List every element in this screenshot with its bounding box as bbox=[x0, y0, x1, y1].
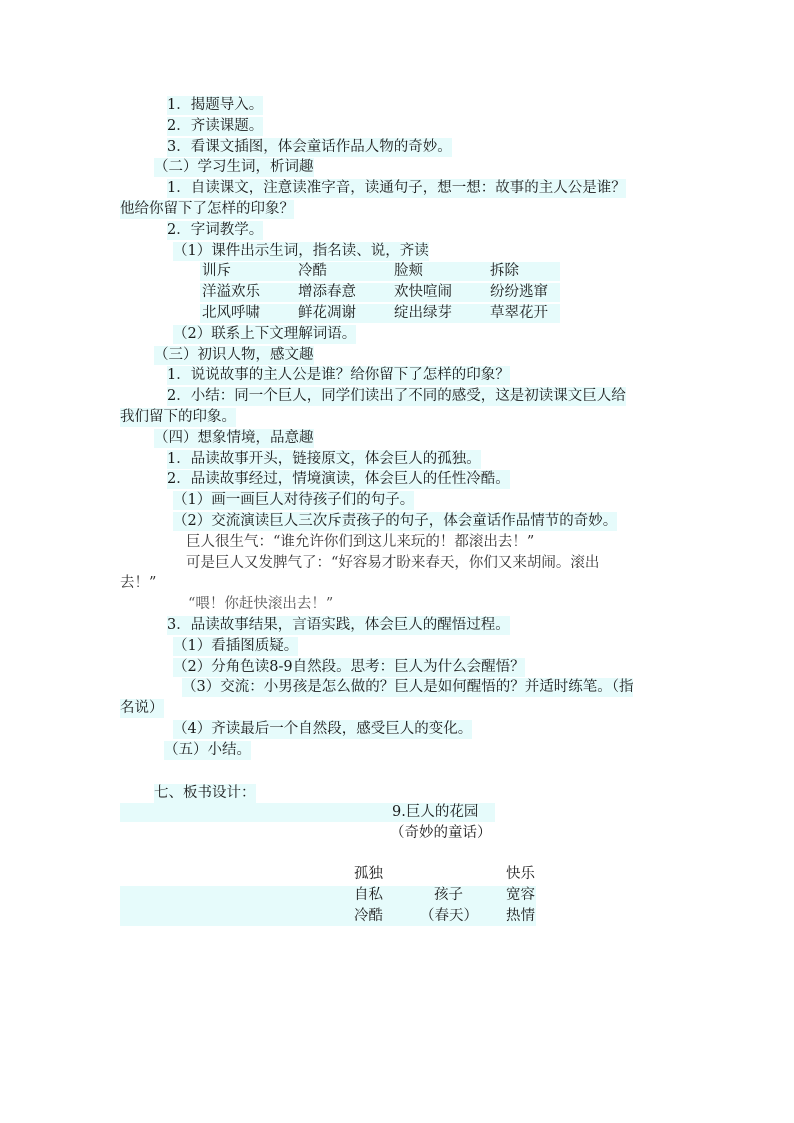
substep-line: （1）画一画巨人对待孩子们的句子。 bbox=[173, 492, 415, 509]
board-middle-word: 孩子 bbox=[434, 887, 463, 904]
vocab-word: 训斥 bbox=[202, 263, 231, 280]
section-heading: （二）学习生词，析词趣 bbox=[154, 159, 314, 176]
board-left-word: 自私 bbox=[354, 887, 383, 904]
step-line: 2．齐读课题。 bbox=[167, 117, 264, 134]
quote-line: 可是巨人又发脾气了：“好容易才盼来春天，你们又来胡闹。滚出 bbox=[186, 554, 600, 571]
vocab-word: 洋溢欢乐 bbox=[202, 284, 260, 301]
vocab-word: 北风呼啸 bbox=[202, 304, 260, 321]
vocab-word: 欢快喧闹 bbox=[394, 284, 452, 301]
substep-line: （4）齐读最后一个自然段，感受巨人的变化。 bbox=[173, 720, 473, 737]
board-left-word: 孤独 bbox=[354, 866, 383, 883]
substep-line: （1）课件出示生词，指名读、说，齐读 bbox=[173, 242, 429, 259]
vocab-word: 冷酷 bbox=[298, 263, 327, 280]
quote-line: “喂！你赶快滚出去！” bbox=[188, 596, 334, 613]
board-right-word: 快乐 bbox=[506, 866, 535, 883]
board-title: 9.巨人的花园 bbox=[392, 804, 479, 821]
substep-line: （3）交流：小男孩是怎么做的？巨人是如何醒悟的？并适时练笔。（指 bbox=[182, 679, 634, 696]
vocab-word: 脸颊 bbox=[394, 263, 423, 280]
vocab-word: 草翠花开 bbox=[490, 304, 548, 321]
section-heading: （五）小结。 bbox=[164, 741, 251, 758]
quote-line: 巨人很生气：“谁允许你们到这儿来玩的！都滚出去！” bbox=[186, 533, 535, 550]
board-design bbox=[120, 803, 675, 927]
step-line: 1．自读课文，注意读准字音，读通句子，想一想：故事的主人公是谁？ bbox=[167, 180, 626, 197]
step-line-cont: 我们留下的印象。 bbox=[120, 408, 236, 425]
step-line: 1．揭题导入。 bbox=[167, 97, 264, 113]
step-line-cont: 他给你留下了怎样的印象？ bbox=[120, 200, 294, 217]
substep-line-cont: 名说） bbox=[120, 700, 164, 717]
step-line: 2．小结：同一个巨人，同学们读出了不同的感受，这是初读课文巨人给 bbox=[167, 388, 626, 405]
section-heading: （三）初识人物，感文趣 bbox=[154, 346, 314, 363]
section-heading: （四）想象情境，品意趣 bbox=[154, 429, 314, 446]
board-right-word: 宽容 bbox=[506, 887, 535, 904]
substep-line: （2）分角色读8-9自然段。思考：巨人为什么会醒悟？ bbox=[173, 658, 525, 675]
substep-line: （2）交流演读巨人三次斥责孩子的句子，体会童话作品情节的奇妙。 bbox=[173, 512, 618, 529]
section-heading: 七、板书设计： bbox=[154, 784, 256, 801]
step-line: 1．说说故事的主人公是谁？给你留下了怎样的印象？ bbox=[167, 367, 510, 384]
board-right-word: 热情 bbox=[506, 908, 535, 925]
board-subtitle: （奇妙的童话） bbox=[390, 825, 492, 842]
step-line: 2．字词教学。 bbox=[167, 221, 264, 238]
board-left-word: 冷酷 bbox=[354, 908, 383, 925]
quote-line-cont: 去！” bbox=[120, 575, 157, 592]
vocab-word: 鲜花凋谢 bbox=[298, 304, 356, 321]
vocab-word: 拆除 bbox=[490, 263, 519, 280]
substep-line: （1）看插图质疑。 bbox=[173, 637, 299, 654]
vocab-row bbox=[120, 303, 675, 324]
substep-line: （2）联系上下文理解词语。 bbox=[173, 325, 357, 342]
vocab-word: 增添春意 bbox=[298, 284, 356, 301]
vocab-word: 纷纷逃窜 bbox=[490, 284, 548, 301]
board-middle-word: （春天） bbox=[420, 908, 478, 925]
step-line: 1．品读故事开头，链接原文，体会巨人的孤独。 bbox=[167, 450, 481, 467]
step-line: 2．品读故事经过，情境演读，体会巨人的任性冷酷。 bbox=[167, 471, 510, 488]
vocab-row bbox=[120, 282, 675, 303]
vocab-row bbox=[120, 261, 675, 282]
step-line: 3．品读故事结果，言语实践，体会巨人的醒悟过程。 bbox=[167, 616, 510, 633]
vocab-word: 绽出绿芽 bbox=[394, 304, 452, 321]
step-line: 3．看课文插图，体会童话作品人物的奇妙。 bbox=[167, 138, 452, 155]
document-page bbox=[120, 95, 675, 927]
